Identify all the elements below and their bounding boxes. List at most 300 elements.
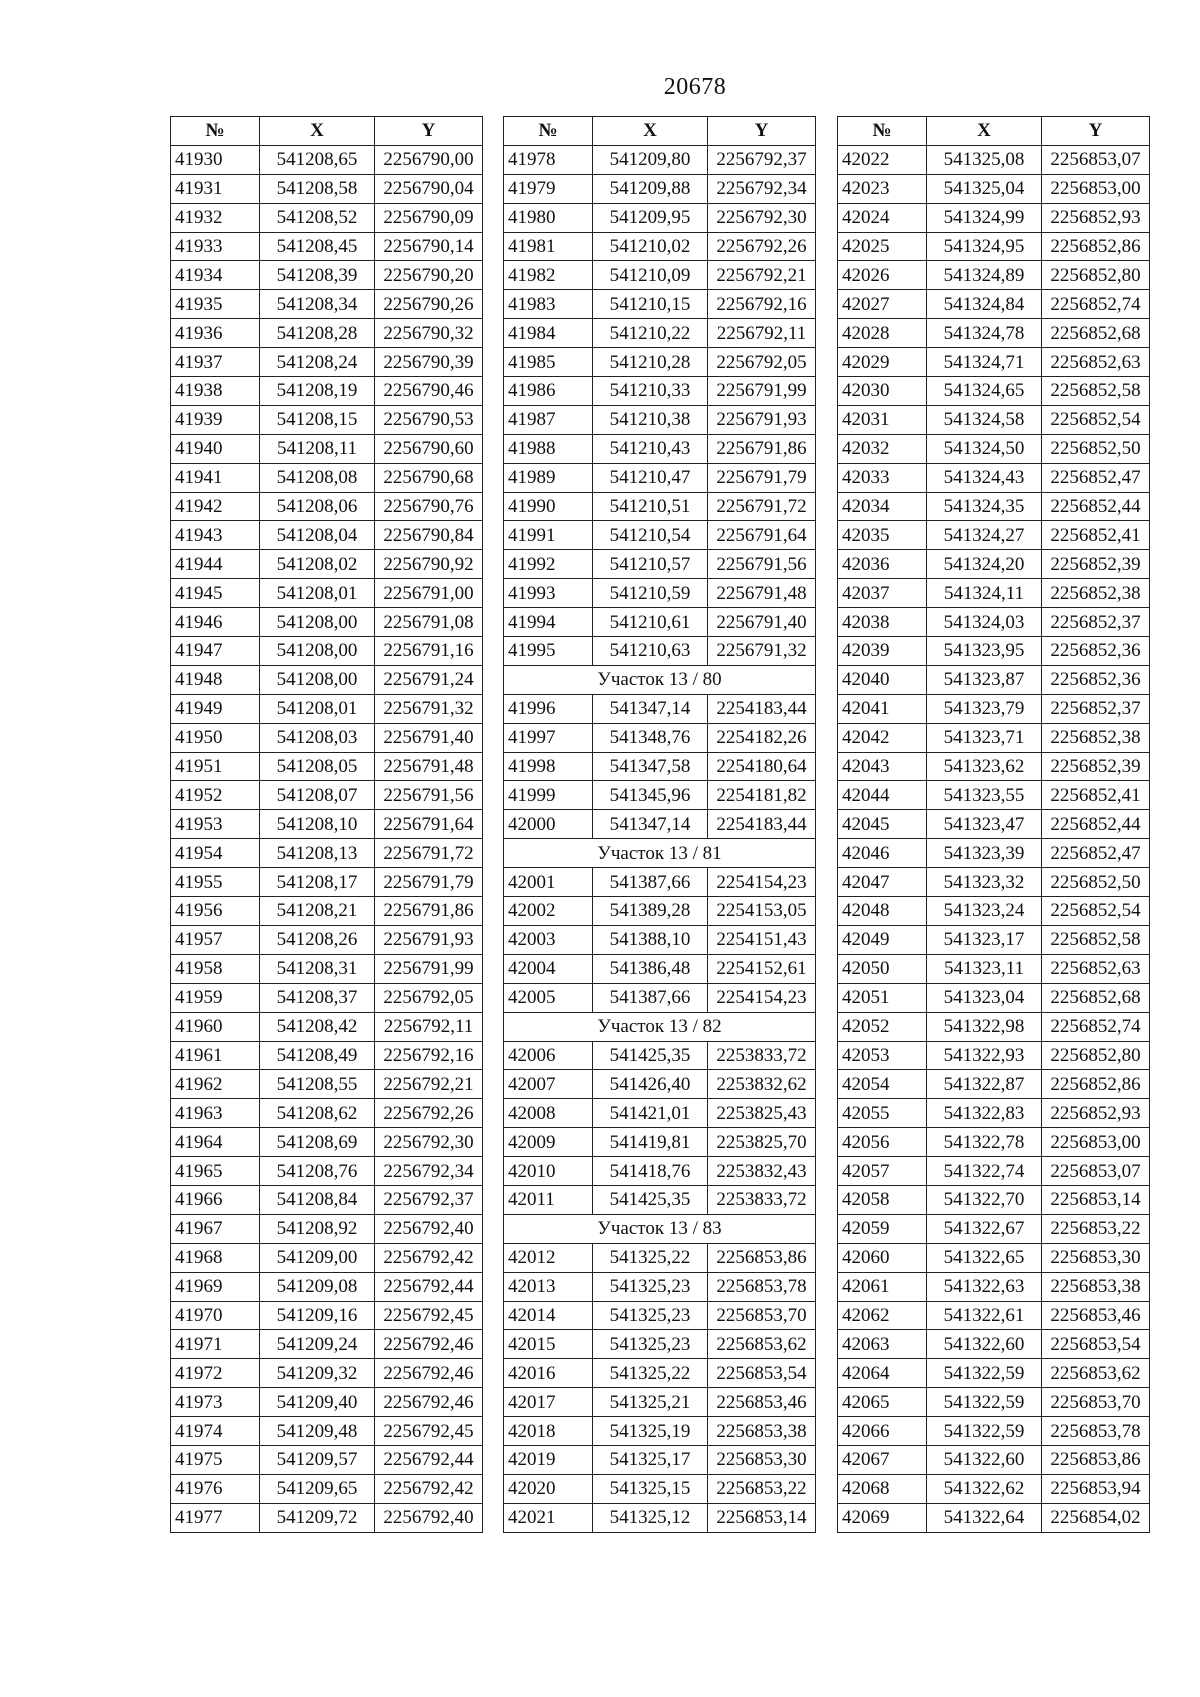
y-coordinate: 2256792,21	[708, 261, 816, 290]
table-row	[504, 1157, 816, 1186]
point-number: 41971	[171, 1330, 260, 1359]
y-coordinate: 2256852,54	[1042, 405, 1150, 434]
table-row	[504, 1301, 816, 1330]
point-number: 42046	[838, 839, 927, 868]
x-coordinate: 541208,06	[260, 492, 375, 521]
y-coordinate: 2256852,36	[1042, 637, 1150, 666]
point-number: 41997	[504, 723, 593, 752]
y-coordinate: 2254180,64	[708, 752, 816, 781]
table-row	[838, 434, 1150, 463]
page-number: 20678	[663, 74, 727, 100]
y-coordinate: 2256853,46	[1042, 1301, 1150, 1330]
y-coordinate: 2256791,56	[375, 781, 483, 810]
point-number: 42025	[838, 232, 927, 261]
table-row	[504, 1272, 816, 1301]
y-coordinate: 2256852,47	[1042, 463, 1150, 492]
y-coordinate: 2256852,68	[1042, 319, 1150, 348]
point-number: 42031	[838, 405, 927, 434]
y-coordinate: 2256790,76	[375, 492, 483, 521]
y-coordinate: 2256792,42	[375, 1474, 483, 1503]
point-number: 42008	[504, 1099, 593, 1128]
x-coordinate: 541210,02	[593, 232, 708, 261]
table-row	[171, 1099, 483, 1128]
y-coordinate: 2256792,45	[375, 1301, 483, 1330]
x-coordinate: 541209,08	[260, 1272, 375, 1301]
point-number: 42057	[838, 1157, 927, 1186]
y-coordinate: 2256853,70	[1042, 1388, 1150, 1417]
point-number: 42020	[504, 1474, 593, 1503]
y-coordinate: 2256792,11	[708, 319, 816, 348]
point-number: 41990	[504, 492, 593, 521]
y-coordinate: 2256791,72	[375, 839, 483, 868]
x-coordinate: 541324,95	[927, 232, 1042, 261]
point-number: 42060	[838, 1243, 927, 1272]
point-number: 41981	[504, 232, 593, 261]
table-row	[838, 1301, 1150, 1330]
table-row	[838, 839, 1150, 868]
x-coordinate: 541209,00	[260, 1243, 375, 1272]
x-coordinate: 541208,00	[260, 608, 375, 637]
point-number: 42035	[838, 521, 927, 550]
y-coordinate: 2256792,16	[375, 1041, 483, 1070]
y-coordinate: 2256853,38	[708, 1417, 816, 1446]
table-row	[171, 434, 483, 463]
x-coordinate: 541325,08	[927, 145, 1042, 174]
y-coordinate: 2253833,72	[708, 1041, 816, 1070]
y-coordinate: 2256791,00	[375, 579, 483, 608]
point-number: 42069	[838, 1503, 927, 1532]
point-number: 42051	[838, 983, 927, 1012]
table-row	[171, 463, 483, 492]
table-row	[838, 1272, 1150, 1301]
point-number: 42052	[838, 1012, 927, 1041]
table-row	[171, 954, 483, 983]
point-number: 42002	[504, 897, 593, 926]
x-coordinate: 541323,47	[927, 810, 1042, 839]
point-number: 42022	[838, 145, 927, 174]
y-coordinate: 2256792,21	[375, 1070, 483, 1099]
table-row	[171, 839, 483, 868]
point-number: 42048	[838, 897, 927, 926]
point-number: 42019	[504, 1445, 593, 1474]
x-coordinate: 541322,63	[927, 1272, 1042, 1301]
x-coordinate: 541208,62	[260, 1099, 375, 1128]
point-number: 41945	[171, 579, 260, 608]
x-coordinate: 541324,20	[927, 550, 1042, 579]
y-coordinate: 2256792,34	[375, 1157, 483, 1186]
y-coordinate: 2256853,78	[708, 1272, 816, 1301]
table-row	[838, 1330, 1150, 1359]
table-row	[504, 434, 816, 463]
x-coordinate: 541208,17	[260, 868, 375, 897]
table-row	[504, 1128, 816, 1157]
point-number: 42064	[838, 1359, 927, 1388]
y-coordinate: 2256792,05	[375, 983, 483, 1012]
point-number: 42005	[504, 983, 593, 1012]
x-coordinate: 541322,65	[927, 1243, 1042, 1272]
table-row	[171, 694, 483, 723]
y-coordinate: 2256791,99	[708, 377, 816, 406]
y-coordinate: 2254183,44	[708, 694, 816, 723]
x-coordinate: 541324,99	[927, 203, 1042, 232]
table-header-row	[171, 117, 483, 146]
point-number: 42055	[838, 1099, 927, 1128]
table-row	[838, 637, 1150, 666]
y-coordinate: 2256853,30	[708, 1445, 816, 1474]
point-number: 41938	[171, 377, 260, 406]
table-row	[504, 637, 816, 666]
y-coordinate: 2256853,30	[1042, 1243, 1150, 1272]
x-coordinate: 541208,58	[260, 174, 375, 203]
y-coordinate: 2256792,44	[375, 1445, 483, 1474]
y-coordinate: 2256792,44	[375, 1272, 483, 1301]
x-coordinate: 541322,60	[927, 1330, 1042, 1359]
table-row	[171, 1301, 483, 1330]
x-coordinate: 541208,21	[260, 897, 375, 926]
x-coordinate: 541210,59	[593, 579, 708, 608]
table-row	[504, 521, 816, 550]
table-row	[838, 261, 1150, 290]
y-coordinate: 2256852,93	[1042, 1099, 1150, 1128]
y-coordinate: 2256792,46	[375, 1359, 483, 1388]
point-number: 42033	[838, 463, 927, 492]
y-coordinate: 2256853,86	[708, 1243, 816, 1272]
table-row	[838, 405, 1150, 434]
x-coordinate: 541322,74	[927, 1157, 1042, 1186]
x-coordinate: 541322,93	[927, 1041, 1042, 1070]
header-y: Y	[708, 117, 816, 146]
table-row	[171, 1070, 483, 1099]
point-number: 42003	[504, 925, 593, 954]
point-number: 41939	[171, 405, 260, 434]
y-coordinate: 2256791,16	[375, 637, 483, 666]
point-number: 42032	[838, 434, 927, 463]
table-row	[838, 463, 1150, 492]
x-coordinate: 541208,15	[260, 405, 375, 434]
table-row	[504, 897, 816, 926]
table-row	[504, 319, 816, 348]
x-coordinate: 541322,60	[927, 1445, 1042, 1474]
x-coordinate: 541208,45	[260, 232, 375, 261]
x-coordinate: 541324,71	[927, 348, 1042, 377]
table-row	[504, 1474, 816, 1503]
table-row	[504, 492, 816, 521]
x-coordinate: 541322,83	[927, 1099, 1042, 1128]
y-coordinate: 2256852,86	[1042, 1070, 1150, 1099]
point-number: 41972	[171, 1359, 260, 1388]
point-number: 42027	[838, 290, 927, 319]
table-row	[171, 752, 483, 781]
y-coordinate: 2256792,46	[375, 1330, 483, 1359]
table-row	[504, 1359, 816, 1388]
table-row	[504, 550, 816, 579]
x-coordinate: 541208,69	[260, 1128, 375, 1157]
point-number: 41982	[504, 261, 593, 290]
y-coordinate: 2256853,46	[708, 1388, 816, 1417]
header-x: X	[260, 117, 375, 146]
table-row	[171, 1128, 483, 1157]
y-coordinate: 2256790,46	[375, 377, 483, 406]
y-coordinate: 2256792,26	[708, 232, 816, 261]
table-row	[838, 1214, 1150, 1243]
point-number: 42000	[504, 810, 593, 839]
y-coordinate: 2256852,38	[1042, 579, 1150, 608]
y-coordinate: 2256852,58	[1042, 377, 1150, 406]
section-row	[504, 839, 816, 868]
x-coordinate: 541208,03	[260, 723, 375, 752]
table-row	[504, 1243, 816, 1272]
y-coordinate: 2256792,40	[375, 1214, 483, 1243]
table-row	[838, 319, 1150, 348]
table-row	[171, 348, 483, 377]
x-coordinate: 541322,67	[927, 1214, 1042, 1243]
y-coordinate: 2256852,39	[1042, 752, 1150, 781]
y-coordinate: 2256852,41	[1042, 781, 1150, 810]
x-coordinate: 541322,64	[927, 1503, 1042, 1532]
y-coordinate: 2256854,02	[1042, 1503, 1150, 1532]
y-coordinate: 2256853,94	[1042, 1474, 1150, 1503]
x-coordinate: 541210,28	[593, 348, 708, 377]
point-number: 42061	[838, 1272, 927, 1301]
x-coordinate: 541210,63	[593, 637, 708, 666]
table-row	[171, 1012, 483, 1041]
table-row	[838, 752, 1150, 781]
table-row	[504, 145, 816, 174]
point-number: 42030	[838, 377, 927, 406]
point-number: 41954	[171, 839, 260, 868]
table-row	[504, 694, 816, 723]
point-number: 41966	[171, 1185, 260, 1214]
table-row	[171, 1503, 483, 1532]
x-coordinate: 541210,54	[593, 521, 708, 550]
x-coordinate: 541208,04	[260, 521, 375, 550]
y-coordinate: 2254151,43	[708, 925, 816, 954]
table-row	[838, 145, 1150, 174]
x-coordinate: 541325,22	[593, 1359, 708, 1388]
point-number: 42042	[838, 723, 927, 752]
y-coordinate: 2256791,32	[375, 694, 483, 723]
x-coordinate: 541208,65	[260, 145, 375, 174]
table-row	[171, 232, 483, 261]
point-number: 42011	[504, 1185, 593, 1214]
y-coordinate: 2256792,16	[708, 290, 816, 319]
y-coordinate: 2256853,07	[1042, 1157, 1150, 1186]
x-coordinate: 541387,66	[593, 983, 708, 1012]
point-number: 41979	[504, 174, 593, 203]
x-coordinate: 541421,01	[593, 1099, 708, 1128]
x-coordinate: 541208,19	[260, 377, 375, 406]
y-coordinate: 2256790,09	[375, 203, 483, 232]
point-number: 42012	[504, 1243, 593, 1272]
y-coordinate: 2256853,86	[1042, 1445, 1150, 1474]
table-row	[838, 232, 1150, 261]
y-coordinate: 2256792,40	[375, 1503, 483, 1532]
point-number: 41984	[504, 319, 593, 348]
point-number: 41965	[171, 1157, 260, 1186]
point-number: 41969	[171, 1272, 260, 1301]
x-coordinate: 541208,31	[260, 954, 375, 983]
point-number: 41935	[171, 290, 260, 319]
point-number: 42065	[838, 1388, 927, 1417]
x-coordinate: 541323,24	[927, 897, 1042, 926]
table-row	[504, 1417, 816, 1446]
table-row	[504, 1185, 816, 1214]
y-coordinate: 2256792,05	[708, 348, 816, 377]
y-coordinate: 2253825,43	[708, 1099, 816, 1128]
table-row	[171, 1272, 483, 1301]
x-coordinate: 541208,28	[260, 319, 375, 348]
x-coordinate: 541210,57	[593, 550, 708, 579]
x-coordinate: 541325,12	[593, 1503, 708, 1532]
point-number: 42068	[838, 1474, 927, 1503]
table-row	[504, 1070, 816, 1099]
table-row	[504, 174, 816, 203]
table-row	[171, 868, 483, 897]
y-coordinate: 2256791,40	[375, 723, 483, 752]
point-number: 41934	[171, 261, 260, 290]
y-coordinate: 2254153,05	[708, 897, 816, 926]
table-row	[171, 1185, 483, 1214]
table-row	[504, 1041, 816, 1070]
table-row	[504, 925, 816, 954]
point-number: 42006	[504, 1041, 593, 1070]
y-coordinate: 2256791,93	[708, 405, 816, 434]
x-coordinate: 541208,84	[260, 1185, 375, 1214]
table-row	[838, 810, 1150, 839]
table-row	[838, 694, 1150, 723]
x-coordinate: 541325,04	[927, 174, 1042, 203]
point-number: 42041	[838, 694, 927, 723]
x-coordinate: 541387,66	[593, 868, 708, 897]
point-number: 41980	[504, 203, 593, 232]
x-coordinate: 541325,23	[593, 1272, 708, 1301]
table-row	[171, 608, 483, 637]
coordinates-table-1	[170, 116, 483, 1533]
y-coordinate: 2256792,45	[375, 1417, 483, 1446]
point-number: 41967	[171, 1214, 260, 1243]
table-row	[504, 1445, 816, 1474]
point-number: 41956	[171, 897, 260, 926]
y-coordinate: 2256852,63	[1042, 954, 1150, 983]
x-coordinate: 541208,76	[260, 1157, 375, 1186]
point-number: 42058	[838, 1185, 927, 1214]
x-coordinate: 541347,14	[593, 810, 708, 839]
y-coordinate: 2256791,64	[375, 810, 483, 839]
y-coordinate: 2256852,39	[1042, 550, 1150, 579]
y-coordinate: 2256792,46	[375, 1388, 483, 1417]
x-coordinate: 541324,89	[927, 261, 1042, 290]
point-number: 41957	[171, 925, 260, 954]
x-coordinate: 541322,98	[927, 1012, 1042, 1041]
x-coordinate: 541325,17	[593, 1445, 708, 1474]
point-number: 41987	[504, 405, 593, 434]
section-title: Участок 13 / 80	[504, 665, 816, 694]
x-coordinate: 541208,10	[260, 810, 375, 839]
x-coordinate: 541323,79	[927, 694, 1042, 723]
table-row	[504, 463, 816, 492]
x-coordinate: 541323,71	[927, 723, 1042, 752]
point-number: 42062	[838, 1301, 927, 1330]
table-row	[838, 348, 1150, 377]
x-coordinate: 541322,87	[927, 1070, 1042, 1099]
table-row	[171, 550, 483, 579]
x-coordinate: 541209,24	[260, 1330, 375, 1359]
x-coordinate: 541209,65	[260, 1474, 375, 1503]
point-number: 41960	[171, 1012, 260, 1041]
x-coordinate: 541209,40	[260, 1388, 375, 1417]
point-number: 41985	[504, 348, 593, 377]
x-coordinate: 541208,52	[260, 203, 375, 232]
section-title: Участок 13 / 81	[504, 839, 816, 868]
x-coordinate: 541209,48	[260, 1417, 375, 1446]
table-header-row	[504, 117, 816, 146]
section-title: Участок 13 / 83	[504, 1214, 816, 1243]
y-coordinate: 2254154,23	[708, 868, 816, 897]
point-number: 42023	[838, 174, 927, 203]
point-number: 41992	[504, 550, 593, 579]
y-coordinate: 2256853,38	[1042, 1272, 1150, 1301]
x-coordinate: 541210,38	[593, 405, 708, 434]
y-coordinate: 2256792,42	[375, 1243, 483, 1272]
y-coordinate: 2256852,74	[1042, 1012, 1150, 1041]
x-coordinate: 541325,21	[593, 1388, 708, 1417]
point-number: 42044	[838, 781, 927, 810]
y-coordinate: 2256791,86	[708, 434, 816, 463]
point-number: 41994	[504, 608, 593, 637]
x-coordinate: 541208,37	[260, 983, 375, 1012]
y-coordinate: 2256853,78	[1042, 1417, 1150, 1446]
table-row	[171, 319, 483, 348]
table-row	[171, 723, 483, 752]
x-coordinate: 541324,43	[927, 463, 1042, 492]
x-coordinate: 541209,72	[260, 1503, 375, 1532]
x-coordinate: 541347,14	[593, 694, 708, 723]
point-number: 42045	[838, 810, 927, 839]
x-coordinate: 541210,22	[593, 319, 708, 348]
x-coordinate: 541325,23	[593, 1330, 708, 1359]
table-row	[171, 983, 483, 1012]
point-number: 41937	[171, 348, 260, 377]
y-coordinate: 2256852,50	[1042, 434, 1150, 463]
y-coordinate: 2256852,37	[1042, 694, 1150, 723]
y-coordinate: 2256853,00	[1042, 1128, 1150, 1157]
point-number: 41941	[171, 463, 260, 492]
y-coordinate: 2254152,61	[708, 954, 816, 983]
x-coordinate: 541322,61	[927, 1301, 1042, 1330]
table-row	[171, 925, 483, 954]
x-coordinate: 541209,88	[593, 174, 708, 203]
point-number: 42047	[838, 868, 927, 897]
point-number: 41947	[171, 637, 260, 666]
point-number: 42026	[838, 261, 927, 290]
x-coordinate: 541209,95	[593, 203, 708, 232]
table-row	[171, 781, 483, 810]
table-row	[504, 954, 816, 983]
point-number: 42016	[504, 1359, 593, 1388]
y-coordinate: 2256792,26	[375, 1099, 483, 1128]
x-coordinate: 541322,70	[927, 1185, 1042, 1214]
table-row	[504, 868, 816, 897]
point-number: 41961	[171, 1041, 260, 1070]
table-row	[171, 1417, 483, 1446]
x-coordinate: 541208,08	[260, 463, 375, 492]
point-number: 41988	[504, 434, 593, 463]
header-number: №	[171, 117, 260, 146]
x-coordinate: 541208,07	[260, 781, 375, 810]
point-number: 41995	[504, 637, 593, 666]
x-coordinate: 541208,49	[260, 1041, 375, 1070]
table-row	[171, 637, 483, 666]
